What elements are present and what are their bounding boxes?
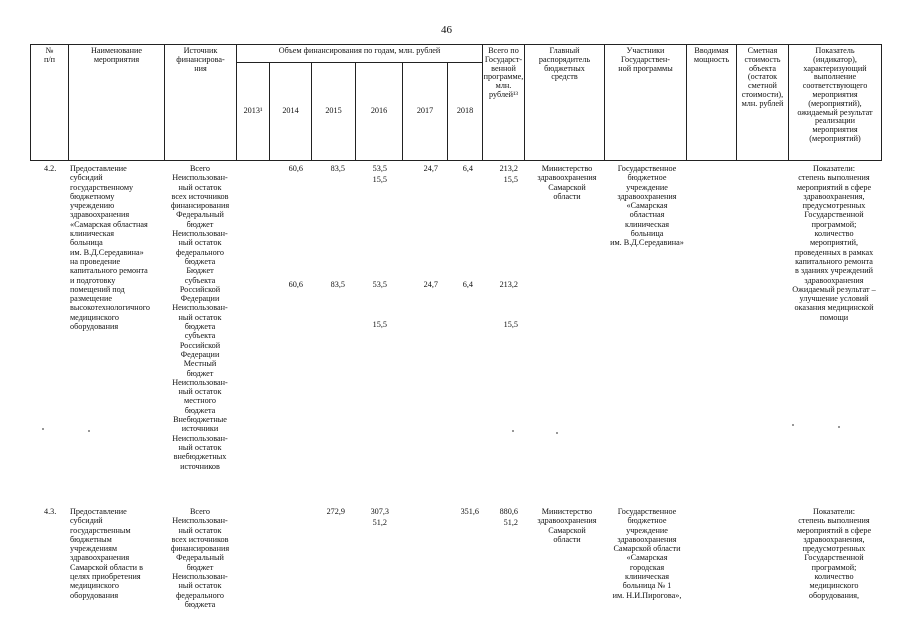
row-number: 4.2. bbox=[44, 164, 57, 173]
value-program-regional: 213,2 bbox=[499, 280, 518, 289]
header-year-2013: 2013¹ bbox=[243, 106, 263, 115]
value-program-unused: 15,5 bbox=[503, 175, 518, 184]
value-2016-unused: 15,5 bbox=[372, 175, 387, 184]
scan-dot bbox=[42, 428, 44, 430]
program-participants: Государственное бюджетное учреждение здравоохранения Самарской области «Самарская городская клиническая больница № 1 им. Н.И.Пирогова», bbox=[612, 507, 682, 600]
value-2017-regional: 24,7 bbox=[423, 280, 438, 289]
main-distributor: Министерство здравоохранения Самарской области bbox=[537, 164, 597, 201]
header-estimate: Сметная стоимость объекта (остаток сметной стоимости), млн. рублей bbox=[741, 46, 784, 108]
header-name: Наименование мероприятия bbox=[90, 46, 142, 64]
header-year-2015: 2015 bbox=[325, 106, 342, 115]
header-year-2016: 2016 bbox=[370, 106, 388, 115]
program-participants: Государственное бюджетное учреждение здравоохранения «Самарская областная клиническая больница им. В.Д.Середавина» bbox=[610, 164, 684, 248]
value-program-regional-unused: 15,5 bbox=[503, 320, 518, 329]
header-year-2017: 2017 bbox=[416, 106, 434, 115]
header-capacity: Вводимая мощность bbox=[693, 46, 730, 64]
header-total: Всего по Государст- венной программе, млн. рублей¹³ bbox=[483, 46, 524, 99]
value-2018-total: 351,6 bbox=[460, 507, 479, 516]
page-number: 46 bbox=[441, 24, 452, 36]
header-bottom-border bbox=[30, 160, 882, 161]
value-2018-total: 6,4 bbox=[462, 164, 473, 173]
value-program-total: 213,2 bbox=[499, 164, 518, 173]
indicator-text: Показатели: степень выполнения мероприятий в сфере здравоохранения, предусмотренных Государственной программой; количество медицинского оборудования, bbox=[796, 507, 872, 600]
value-2017-total: 24,7 bbox=[423, 164, 438, 173]
table-top-border bbox=[30, 44, 882, 45]
main-distributor: Министерство здравоохранения Самарской области bbox=[537, 507, 597, 544]
scan-dot bbox=[556, 432, 558, 434]
value-2018-regional: 6,4 bbox=[462, 280, 473, 289]
header-year-2014: 2014 bbox=[282, 106, 299, 115]
value-2014-total: 60,6 bbox=[288, 164, 303, 173]
header-indicator: Показатель (индикатор), характеризующий выполнение соответствующего мероприятия (мероприятий), ожидаемый результат реализации мероприятия (мероприятий) bbox=[797, 46, 873, 143]
value-2016-total: 307,3 bbox=[370, 507, 389, 516]
volume-sub-border bbox=[236, 62, 482, 63]
header-year-2018: 2018 bbox=[456, 106, 474, 115]
col-border bbox=[881, 44, 882, 160]
value-2014-regional: 60,6 bbox=[288, 280, 303, 289]
scan-dot bbox=[792, 424, 794, 426]
value-program-total: 880,6 bbox=[499, 507, 518, 516]
indicator-text: Показатели: степень выполнения мероприятий в сфере здравоохранения, предусмотренных Государственной программой; количество мероприятий, проведенных в рамках капитального ремонта в зданиях учреждений здравоохранения Ожидаемый результат – улучшение условий оказания медицинской помощи bbox=[792, 164, 876, 322]
row-number: 4.3. bbox=[44, 507, 57, 516]
measure-name: Предоставление субсидий государственному бюджетному учреждению здравоохранения «Самарская областная клиническая больница им. В.Д.Середавина» на проведение капитального ремонта и подготовку помещений под размещение высокотехнологичного медицинского оборудования bbox=[70, 164, 150, 332]
header-participants: Участники Государствен- ной программы bbox=[618, 46, 673, 73]
scan-dot bbox=[88, 430, 90, 432]
header-distributor: Главный распорядитель бюджетных средств bbox=[538, 46, 591, 82]
value-2015-total: 83,5 bbox=[330, 164, 345, 173]
header-num: № п/п bbox=[43, 46, 56, 64]
value-2015-regional: 83,5 bbox=[330, 280, 345, 289]
value-2016-unused: 51,2 bbox=[372, 518, 387, 527]
value-2016-regional: 53,5 bbox=[372, 280, 387, 289]
value-2015-total: 272,9 bbox=[326, 507, 345, 516]
header-source: Источник финансирова- ния bbox=[176, 46, 225, 73]
value-2016-total: 53,5 bbox=[372, 164, 387, 173]
funding-source-list: Всего Неиспользован- ный остаток всех источников финансирования Федеральный бюджет Неиспользован- ный остаток федерального бюджета bbox=[170, 507, 230, 609]
col-border bbox=[236, 44, 237, 160]
header-volume: Объем финансирования по годам, млн. рублей bbox=[278, 46, 441, 55]
scan-dot bbox=[838, 426, 840, 428]
value-program-unused: 51,2 bbox=[503, 518, 518, 527]
funding-source-list: Всего Неиспользован- ный остаток всех источников финансирования Федеральный бюджет Неиспользован- ный остаток федерального бюджета Бюджет субъекта Российской Федерации Неиспользован- ный остаток бюджета субъекта Российской Федерации Местный бюджет Неиспользован- ный остаток местного бюджета Внебюджетные источники Неиспользован- ный остаток внебюджетных источников bbox=[170, 164, 230, 471]
measure-name: Предоставление субсидий государственным бюджетным учреждениям здравоохранения Самарской области в целях приобретения медицинского оборудования bbox=[70, 507, 143, 600]
scan-dot bbox=[512, 430, 514, 432]
value-2016-regional-unused: 15,5 bbox=[372, 320, 387, 329]
